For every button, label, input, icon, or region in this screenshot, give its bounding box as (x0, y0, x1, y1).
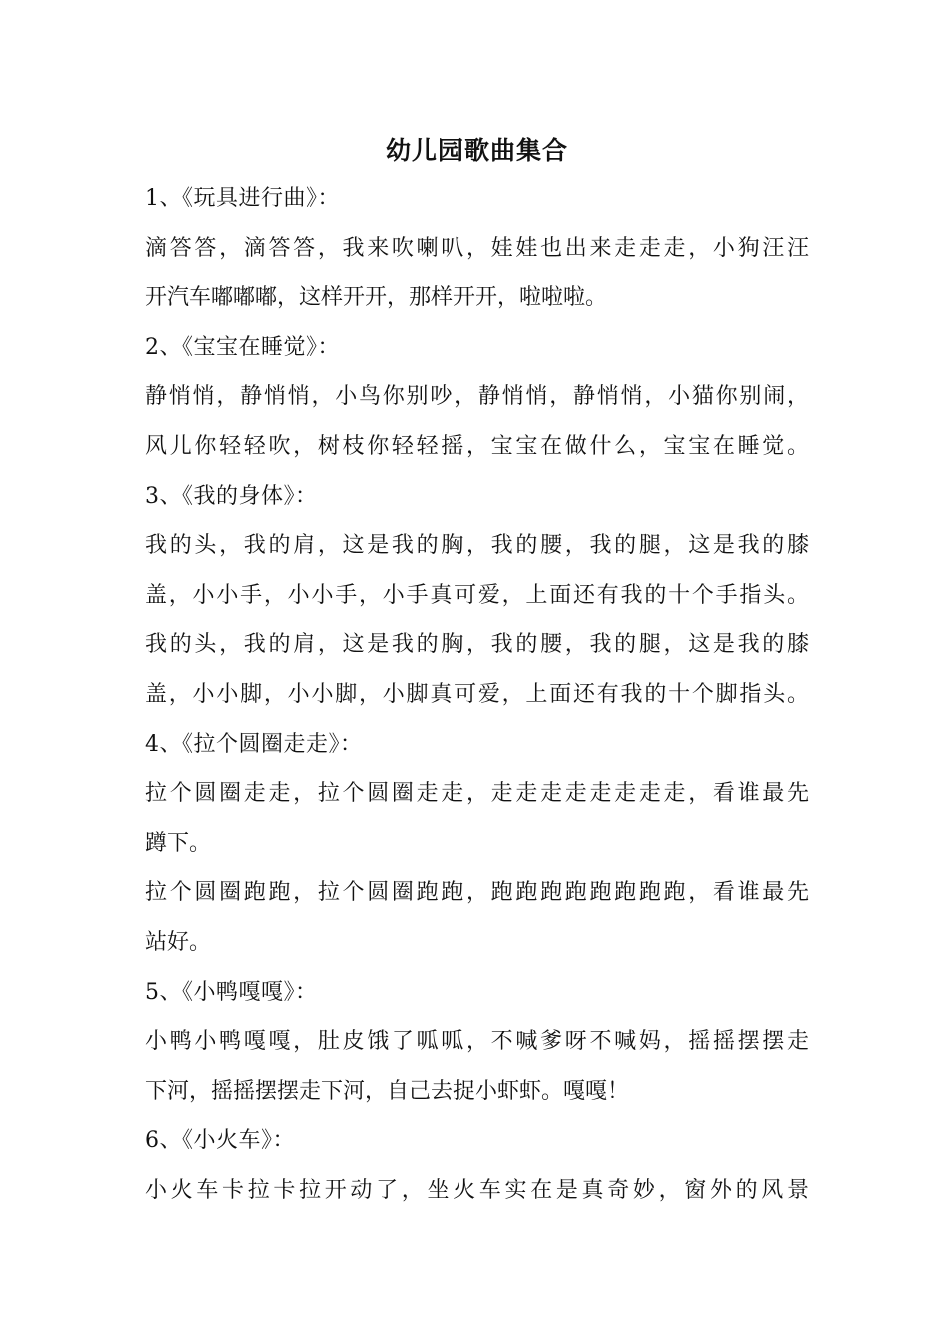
song-heading: 6、《小火车》： (145, 1128, 295, 1154)
song-heading: 4、《拉个圆圈走走》： (145, 731, 363, 757)
song-heading: 2、《宝宝在睡觉》： (145, 334, 340, 360)
document-title: 幼儿园歌曲集合 (385, 136, 568, 165)
lyric-line: 我的头，我的肩，这是我的胸，我的腰，我的腿，这是我的膝 (145, 533, 809, 559)
song-heading: 1、《玩具进行曲》： (145, 186, 340, 211)
lyric-line: 盖，小小脚，小小脚，小脚真可爱，上面还有我的十个脚指头。 (145, 681, 809, 707)
song-heading: 5、《小鸭嘎嘎》： (145, 979, 318, 1005)
lyric-line: 滴答答，滴答答，我来吹喇叭，娃娃也出来走走走，小狗汪汪 (145, 235, 809, 261)
song-heading: 3、《我的身体》： (145, 483, 318, 509)
lyric-line: 小鸭小鸭嘎嘎，肚皮饿了呱呱，不喊爹呀不喊妈，摇摇摆摆走 (145, 1029, 809, 1055)
lyric-line: 拉个圆圈跑跑，拉个圆圈跑跑，跑跑跑跑跑跑跑跑，看谁最先 (145, 880, 809, 906)
lyric-line: 静悄悄，静悄悄，小鸟你别吵，静悄悄，静悄悄，小猫你别闹， (145, 384, 809, 410)
lyric-line: 我的头，我的肩，这是我的胸，我的腰，我的腿，这是我的膝 (145, 632, 809, 658)
document-page (145, 128, 809, 1215)
lyric-line: 拉个圆圈走走，拉个圆圈走走，走走走走走走走走，看谁最先 (145, 781, 809, 807)
lyric-line: 开汽车嘟嘟嘟，这样开开，那样开开，啦啦啦。 (145, 285, 608, 311)
document-body (145, 174, 809, 1215)
lyric-line: 风儿你轻轻吹，树枝你轻轻摇，宝宝在做什么，宝宝在睡觉。 (145, 433, 809, 459)
lyric-line: 小火车卡拉卡拉开动了，坐火车实在是真奇妙，窗外的风景 (145, 1177, 809, 1203)
lyric-line: 下河，摇摇摆摆走下河，自己去捉小虾虾。嘎嘎！ (145, 1078, 630, 1104)
lyric-line: 站好。 (145, 929, 212, 955)
lyric-line: 盖，小小手，小小手，小手真可爱，上面还有我的十个手指头。 (145, 582, 809, 608)
lyric-line: 蹲下。 (145, 830, 212, 856)
